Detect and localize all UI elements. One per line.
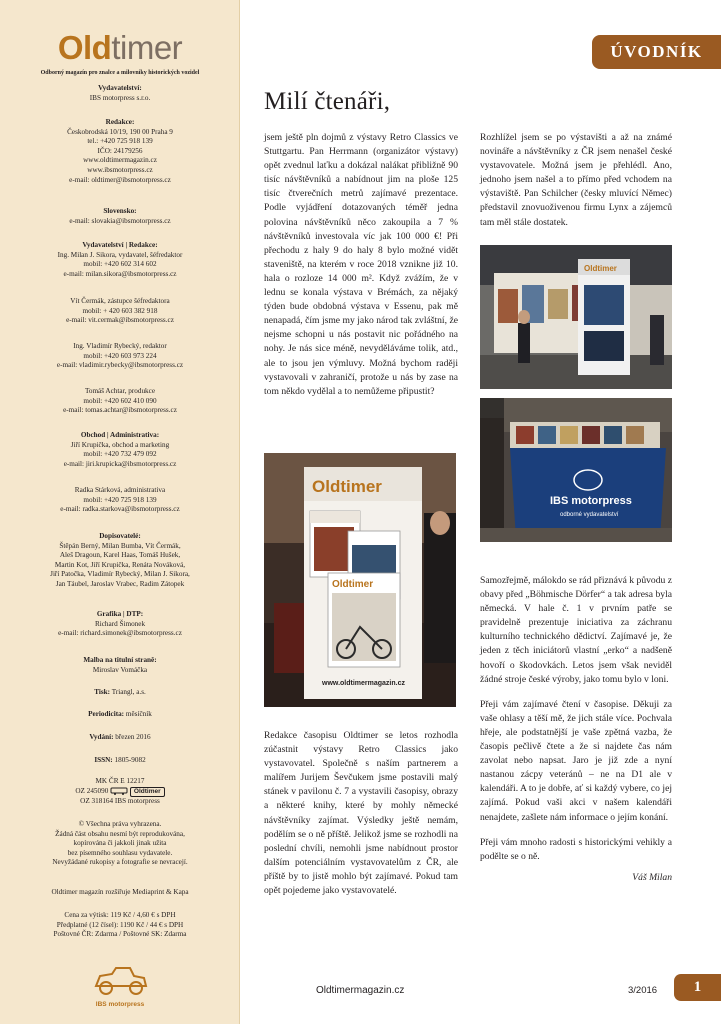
editorial-block: Redakce: Českobrodská 10/19, 190 00 Praha 9 tel.: +420 725 918 139 IČO: 24179256 www.oldtimermagazin.cz www.ibsmotorpress.cz e-mail: oldtimer@ibsmotorpress.cz: [67, 118, 173, 184]
article-column-2-bottom: [480, 574, 672, 896]
article-column-2: [480, 131, 672, 241]
vintage-car-icon: [86, 960, 154, 1000]
person-block: Tomáš Achtar, produkce mobil: +420 602 410 090 e-mail: tomas.achtar@ibsmotorpress.cz: [63, 387, 177, 415]
magazine-mark: Oldtimer: [332, 579, 374, 590]
photo-oldtimer-rollup-banner: [264, 453, 456, 707]
slovakia-block: Slovensko: e-mail: slovakia@ibsmotorpress.cz: [69, 207, 171, 225]
ibs-motorpress-logo: IBS motorpress: [86, 960, 154, 1010]
editorial-heading: Milí čtenáři,: [264, 88, 391, 115]
publisher-block: Vydavatelství: IBS motorpress s.r.o.: [89, 84, 151, 102]
oldtimer-badge: Oldtimer: [130, 787, 165, 797]
footer-issue: 3/2016: [628, 985, 658, 996]
counter-brand: IBS motorpress: [550, 495, 632, 507]
oldtimer-logo: Oldtimer: [57, 29, 183, 66]
photo-ibs-motorpress-counter: [480, 398, 672, 542]
management-block: Vydavatelství | Redakce: Ing. Milan J. Sikora, vydavatel, šéfredaktor mobil: +420 602 314 602 e-mail: milan.sikora@ibsmotorpress.cz: [57, 241, 183, 278]
periodicity-block: Periodicita: měsíčník: [88, 710, 152, 718]
print-block: Tisk: Triangl, a.s.: [94, 688, 146, 696]
trade-block: Obchod | Administrativa: Jiří Krupička, obchod a marketing mobil: +420 732 479 092 e-mail: jiri.krupicka@ibsmotorpress.cz: [63, 431, 177, 468]
article-paragraph: Rozhlížel jsem se po výstavišti a až na známé novináře a návštěvníky z ČR jsem nenašel české vystavovatele. Možná jsem je přehlédl. Ano, jednoho jsem našel a to přímo před vchodem na výstaviště. Pan Schilcher (česky mluvící Němec) představil znovuoživenou firmu Lynx a zájemců tam měl stále dostatek.: [480, 132, 672, 228]
masthead-sidebar: [0, 0, 240, 1024]
issn-block: ISSN: 1805-9082: [94, 756, 146, 764]
cover-credit-block: Malba na titulní straně: Miroslav Vomáčka: [83, 656, 157, 674]
person-block: Radka Stárková, administrativa mobil: +420 725 918 139 e-mail: radka.starkova@ibsmotorpress.cz: [60, 486, 180, 514]
contributors-block: Dopisovatelé: Štěpán Berný, Milan Bumba, Vít Čermák, Aleš Dragoun, Karel Haas, Tomáš Hušek, Martin Kot, Jiří Krupička, Renáta Nováková, Jiří Patočka, Vladimír Rybecký, Milan J. Sikora, Jan Táubel, Jaroslav Vrabec, Radim Zátopek: [50, 532, 190, 588]
counter-subtitle: odborné vydavatelství: [560, 512, 619, 518]
ibs-car-icon: [110, 787, 128, 795]
issue-block: Vydání: březen 2016: [89, 733, 151, 741]
photo-exhibition-booth: [480, 245, 672, 389]
pricing-block: Cena za výtisk: 119 Kč / 4,60 € s DPH Předplatné (12 čísel): 1190 Kč / 44 € s DPH Poštovné ČR: Zdarma / Poštovné SK: Zdarma: [53, 911, 187, 939]
logo-tagline: Odborný magazín pro znalce a milovníky historických vozidel: [40, 70, 200, 76]
article-paragraph: Redakce časopisu Oldtimer se letos rozhodla zúčastnit výstavy Retro Classics jako vystavovatel. Společně s naším partnerem a malířem Jurijem Ševčukem jsme postavili malý stánek v pavilonu č. 7 a vystavili časopisy, obrazy a některé knihy, které by mohly německé návštěvníky zajímat. Výsledky ještě nemám, podělím se o ně příště. Jelikož jsme se rozhodli na poslední chvíli, nemohli jsme nabídnout prostor dalším potenciálním vystavovatelům z ČR, ale příště by to jistě mohlo být zajímavé. Pokud tam opět pojedeme jako vystavovatelé.: [264, 730, 458, 897]
banner-url: www.oldtimermagazin.cz: [322, 680, 405, 687]
article-column-1-bottom: [264, 729, 458, 909]
article-paragraph: jsem ještě pln dojmů z výstavy Retro Classics ve Stuttgartu. Pan Herrmann (organizátor výstavy) opět zvednul laťku a dokázal nalákat přibližně 90 tisíc návštěvníků a nabídnout jim na ploše 125 tisíc čtverečních metrů zajímavé prezentace. Podle vyjádření dotazovaných téměř jedna polovina návštěvníků něco zakoupila a 7 % návštěvníků investovala víc jak 100 000 €! Při přechodu z haly 9 do haly 8 bylo možné vidět staveniště, na kterém v roce 2018 vznikne již 10. hala o rozloze 14 000 m². Když zvážím, že v lednu se konala výstava v Brémách, za nějaký týden bude obdobná výstava v Essenu, pak mě nenapadá, čím jsme my jako národ tak zvláštní, že nejsme schopni u nás postavit nic pořádného na nohy. Je nás sice méně, nevyděláváme tolik, atd., ale to jsou jen výmluvy. Možná bychom raději vystavovali v zahraničí, protože u nás by zase na tom někdo vydělal a to nemůžeme připustit?: [264, 132, 458, 397]
article-column-1: [264, 131, 458, 410]
article-paragraph: Přeji vám zajímavé čtení v časopise. Děkuji za vaše ohlasy a těší mě, že jich stále více. Pochvala hřeje, ale podstatnější je vaše zpětná vazba, že časopis pečlivě čtete a že si najdete čas nám zavolat nebo napsat. Jaro je již zde a nyní nastanou zácpy veteránů – ne na D1 ale v kalendáři. A to je dobře, ať si každý vybere, co jej zajímá. Pokud vaši akci v našem kalendáři nenajdete, zašlete nám informace o jejím konání.: [480, 698, 672, 823]
article-paragraph: Samozřejmě, málokdo se rád přiznává k původu z obavy před „Böhmische Dörfer“ a tak adresa byla německá. V hale č. 1 v prvním patře se pravidelně prezentuje iniciativa za záchranu kulturního technického dědictví. Zajímavé je, že jeden z těch iniciátorů vlastní „erko“ a nadšeně hovoří o škodovkách. Letos jsem však neviděl žádné stroje české výroby, jako tomu bylo v loni.: [480, 575, 672, 685]
booth-sign: Oldtimer: [584, 264, 617, 273]
rights-block: © Všechna práva vyhrazena. Žádná část obsahu nesmí být reprodukována, kopírována či jakkoli jinak užita bez písemného souhlasu vydavatele. Nevyžádané rukopisy a fotografie se nevracejí.: [52, 820, 188, 867]
person-block: Ing. Vladimír Rybecký, redaktor mobil: +420 603 973 224 e-mail: vladimir.rybecky@ibsmotorpress.cz: [56, 342, 184, 370]
distribution-block: Oldtimer magazín rozšiřuje Mediaprint & Kapa: [51, 888, 189, 896]
article-paragraph: Přeji vám mnoho radosti s historickými vehikly a podělte se o ně.: [480, 836, 672, 862]
graphics-block: Grafika | DTP: Richard Šimonek e-mail: richard.simonek@ibsmotorpress.cz: [58, 610, 182, 638]
page-number: 1: [674, 974, 721, 1001]
registration-block: MK ČR E 12217 OZ 245090 Oldtimer OZ 318164 IBS motorpress: [6, 777, 234, 806]
footer-website: Oldtimermagazin.cz: [316, 985, 405, 996]
banner-title: Oldtimer: [312, 477, 382, 496]
section-tab: ÚVODNÍK: [592, 35, 721, 69]
person-block: Vít Čermák, zástupce šéfredaktora mobil: + 420 603 382 918 e-mail: vit.cermak@ibsmotorpress.cz: [66, 297, 174, 325]
signature: Váš Milan: [632, 871, 672, 883]
